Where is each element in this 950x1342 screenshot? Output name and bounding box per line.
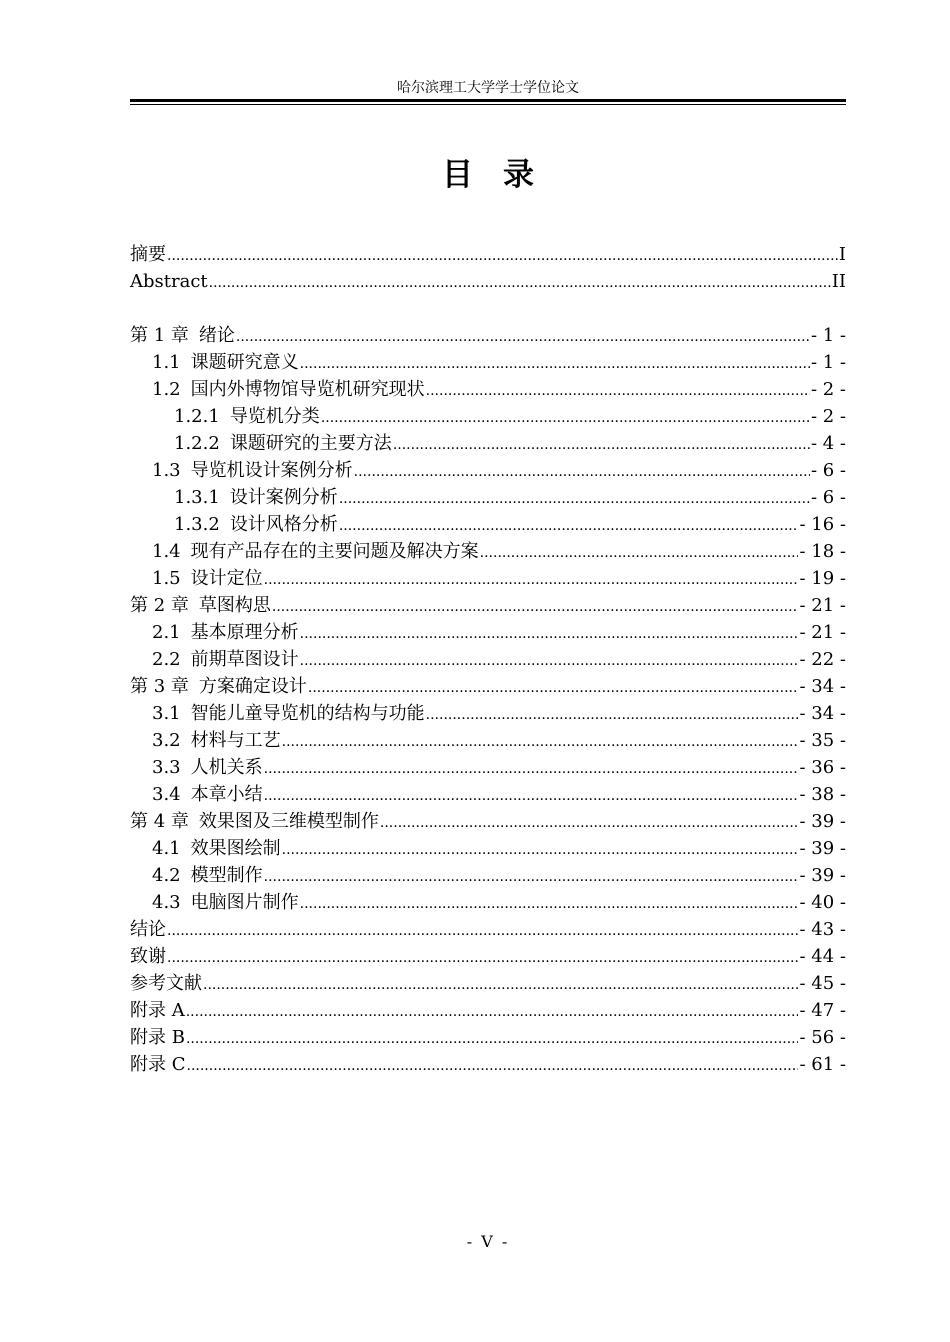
toc-entry[interactable] xyxy=(130,349,846,376)
toc-entry-page: - 39 - xyxy=(799,838,846,859)
toc-dot-leader xyxy=(272,592,799,621)
toc-entry-title: 课题研究意义 xyxy=(190,352,299,373)
toc-entry[interactable] xyxy=(130,646,846,673)
toc-entry-title: 设计定位 xyxy=(190,568,263,589)
toc-entry-title: 摘要 xyxy=(130,244,166,265)
toc-entry-title: 本章小结 xyxy=(190,784,263,805)
toc-entry-number: 1.2.2 xyxy=(174,433,220,454)
toc-entry[interactable] xyxy=(130,430,846,457)
toc-dot-leader xyxy=(264,781,799,810)
toc-dot-leader xyxy=(203,970,798,999)
toc-entry-title: 设计案例分析 xyxy=(229,487,338,508)
toc-entry-page: - 1 - xyxy=(810,352,846,373)
toc-dot-leader xyxy=(209,268,831,297)
toc-entry-number: 1.5 xyxy=(152,568,181,589)
toc-entry-page: - 34 - xyxy=(799,676,846,697)
toc-entry[interactable] xyxy=(130,322,846,349)
toc-entry-title: Abstract xyxy=(130,271,208,292)
toc-entry-title: 电脑图片制作 xyxy=(190,892,299,913)
toc-entry[interactable] xyxy=(130,970,846,997)
toc-dot-leader xyxy=(300,349,810,378)
toc-entry-title: 设计风格分析 xyxy=(229,514,338,535)
toc-entry-title: 国内外博物馆导览机研究现状 xyxy=(190,379,425,400)
toc-entry-page: - 4 - xyxy=(810,433,846,454)
toc-entry-page: - 16 - xyxy=(799,514,846,535)
toc-entry-number: 第 3 章 xyxy=(130,676,189,697)
toc-entry-number: 1.4 xyxy=(152,541,181,562)
toc-dot-leader xyxy=(167,943,798,972)
toc-entry-title: 基本原理分析 xyxy=(190,622,299,643)
toc-entry[interactable] xyxy=(130,997,846,1024)
toc-dot-leader xyxy=(186,997,799,1026)
toc-dot-leader xyxy=(426,700,799,729)
toc-dot-leader xyxy=(264,754,799,783)
toc-dot-leader xyxy=(339,484,810,513)
toc-dot-leader xyxy=(264,565,799,594)
toc-entry-title: 智能儿童导览机的结构与功能 xyxy=(190,703,425,724)
toc-entry-title: 前期草图设计 xyxy=(190,649,299,670)
toc-dot-leader xyxy=(282,727,799,756)
toc-dot-leader xyxy=(380,808,799,837)
toc-entry-number: 1.3.2 xyxy=(174,514,220,535)
toc-entry[interactable] xyxy=(130,916,846,943)
toc-dot-leader xyxy=(321,403,810,432)
page-number: - V - xyxy=(466,1232,510,1251)
toc-entry-number: 4.1 xyxy=(152,838,181,859)
toc-entry-title: 效果图绘制 xyxy=(190,838,281,859)
toc-entry-title: 现有产品存在的主要问题及解决方案 xyxy=(190,541,479,562)
toc-dot-leader xyxy=(264,862,799,891)
toc-entry-number: 3.2 xyxy=(152,730,181,751)
toc-dot-leader xyxy=(236,322,810,351)
toc-entry-page: - 21 - xyxy=(799,595,846,616)
toc-dot-leader xyxy=(339,511,799,540)
toc-entry[interactable] xyxy=(130,862,846,889)
toc-entry-page: - 18 - xyxy=(799,541,846,562)
toc-entry-page: - 39 - xyxy=(799,811,846,832)
toc-entry[interactable] xyxy=(130,673,846,700)
toc-entry-page: - 2 - xyxy=(810,406,846,427)
toc-entry-page: - 44 - xyxy=(799,946,846,967)
toc-entry-number: 2.2 xyxy=(152,649,181,670)
toc-dot-leader xyxy=(480,538,799,567)
toc-dot-leader xyxy=(282,835,799,864)
toc-dot-leader xyxy=(354,457,810,486)
toc-entry-page: - 19 - xyxy=(799,568,846,589)
header-rule-thin xyxy=(130,104,846,105)
toc-entry-number: 第 1 章 xyxy=(130,325,189,346)
toc-entry-page: - 39 - xyxy=(799,865,846,886)
toc-title: 目录 xyxy=(442,157,564,193)
toc-dot-leader xyxy=(308,673,799,702)
toc-dot-leader xyxy=(167,916,798,945)
toc-entry-title: 附录 A xyxy=(130,1000,185,1021)
toc-entry-number: 3.1 xyxy=(152,703,181,724)
toc-entry-page: - 47 - xyxy=(799,1000,846,1021)
toc-entry[interactable] xyxy=(130,268,846,295)
toc-entry[interactable] xyxy=(130,457,846,484)
toc-entry-title: 方案确定设计 xyxy=(198,676,307,697)
toc-entry[interactable] xyxy=(130,484,846,511)
table-of-contents xyxy=(130,241,846,1078)
toc-entry[interactable] xyxy=(130,943,846,970)
toc-entry-title: 课题研究的主要方法 xyxy=(229,433,392,454)
toc-entry-title: 导览机设计案例分析 xyxy=(190,460,353,481)
toc-entry-page: - 43 - xyxy=(799,919,846,940)
toc-entry-page: - 38 - xyxy=(799,784,846,805)
toc-entry-title: 附录 C xyxy=(130,1054,186,1075)
toc-entry-number: 4.2 xyxy=(152,865,181,886)
toc-entry[interactable] xyxy=(130,754,846,781)
toc-entry-title: 材料与工艺 xyxy=(190,730,281,751)
toc-dot-leader xyxy=(300,646,799,675)
toc-dot-leader xyxy=(186,1024,799,1053)
toc-entry-title: 附录 B xyxy=(130,1027,185,1048)
toc-entry-page: - 6 - xyxy=(810,487,846,508)
toc-entry-page: - 56 - xyxy=(799,1027,846,1048)
toc-entry-page: - 2 - xyxy=(810,379,846,400)
toc-entry-title: 致谢 xyxy=(130,946,166,967)
toc-entry-number: 1.3 xyxy=(152,460,181,481)
toc-entry-page: - 61 - xyxy=(799,1054,846,1075)
toc-entry[interactable] xyxy=(130,835,846,862)
toc-dot-leader xyxy=(426,376,810,405)
toc-entry-page: II xyxy=(831,271,846,292)
header-rule-thick xyxy=(130,99,846,102)
toc-entry-page: - 21 - xyxy=(799,622,846,643)
toc-entry-page: - 6 - xyxy=(810,460,846,481)
toc-dot-leader xyxy=(300,619,799,648)
toc-entry-page: - 40 - xyxy=(799,892,846,913)
toc-entry-number: 1.2 xyxy=(152,379,181,400)
toc-entry-page: I xyxy=(838,244,846,265)
toc-entry-page: - 22 - xyxy=(799,649,846,670)
toc-entry-title: 人机关系 xyxy=(190,757,263,778)
toc-entry-number: 4.3 xyxy=(152,892,181,913)
toc-entry-number: 3.3 xyxy=(152,757,181,778)
toc-entry-page: - 36 - xyxy=(799,757,846,778)
toc-entry[interactable] xyxy=(130,538,846,565)
toc-entry-page: - 45 - xyxy=(799,973,846,994)
toc-entry[interactable] xyxy=(130,727,846,754)
toc-entry-number: 第 4 章 xyxy=(130,811,189,832)
toc-entry[interactable] xyxy=(130,376,846,403)
toc-entry-number: 第 2 章 xyxy=(130,595,189,616)
toc-entry[interactable] xyxy=(130,241,846,268)
toc-dot-leader xyxy=(167,241,838,270)
toc-entry[interactable] xyxy=(130,1051,846,1078)
toc-entry-title: 草图构思 xyxy=(198,595,271,616)
toc-entry[interactable] xyxy=(130,808,846,835)
toc-entry[interactable] xyxy=(130,619,846,646)
toc-dot-leader xyxy=(187,1051,799,1080)
toc-entry-number: 2.1 xyxy=(152,622,181,643)
toc-entry-page: - 34 - xyxy=(799,703,846,724)
toc-entry[interactable] xyxy=(130,781,846,808)
toc-entry-title: 参考文献 xyxy=(130,973,202,994)
toc-entry-page: - 1 - xyxy=(810,325,846,346)
toc-entry-title: 效果图及三维模型制作 xyxy=(198,811,379,832)
toc-entry-number: 1.2.1 xyxy=(174,406,220,427)
toc-entry-title: 绪论 xyxy=(198,325,235,346)
toc-dot-leader xyxy=(300,889,799,918)
toc-entry-title: 模型制作 xyxy=(190,865,263,886)
toc-entry[interactable] xyxy=(130,1024,846,1051)
toc-entry[interactable] xyxy=(130,700,846,727)
toc-entry[interactable] xyxy=(130,592,846,619)
toc-entry[interactable] xyxy=(130,403,846,430)
toc-entry-number: 1.3.1 xyxy=(174,487,220,508)
toc-entry-page: - 35 - xyxy=(799,730,846,751)
toc-entry[interactable] xyxy=(130,511,846,538)
toc-entry-number: 3.4 xyxy=(152,784,181,805)
toc-entry-number: 1.1 xyxy=(152,352,181,373)
running-header: 哈尔滨理工大学学士学位论文 xyxy=(397,80,579,96)
toc-entry[interactable] xyxy=(130,889,846,916)
toc-entry[interactable] xyxy=(130,565,846,592)
toc-entry-title: 导览机分类 xyxy=(229,406,320,427)
toc-entry-title: 结论 xyxy=(130,919,166,940)
toc-dot-leader xyxy=(393,430,810,459)
